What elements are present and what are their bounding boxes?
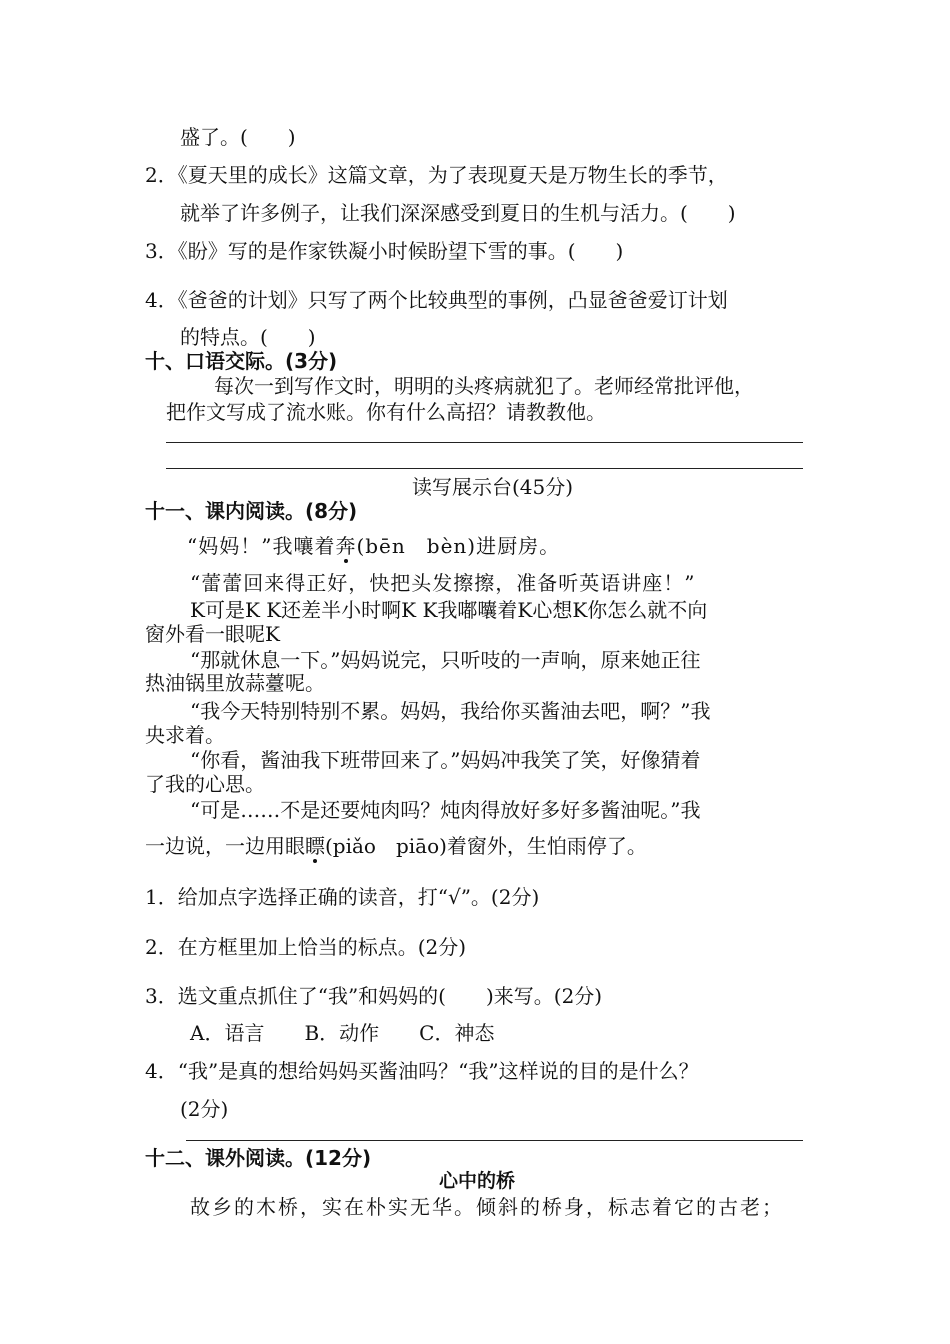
- passage-p5-line-2: 央求着。: [145, 723, 225, 747]
- passage-p7-line-2: 一边说，一边用眼瞟(piǎo piāo)着窗外，生怕雨停了。: [145, 834, 647, 858]
- passage-p3-line-2: 窗外看一眼呢K: [145, 622, 280, 646]
- item-4-line-2: 的特点。( ): [180, 325, 316, 349]
- answer-line-2[interactable]: [166, 468, 803, 469]
- item-2-line-1: 2．《夏天里的成长》这篇文章，为了表现夏天是万物生长的季节，: [145, 163, 728, 187]
- section-10-line-1: 每次一到写作文时，明明的头疼病就犯了。老师经常批评他，: [214, 374, 754, 398]
- passage-p6-line-2: 了我的心思。: [145, 772, 265, 796]
- section-10-line-2: 把作文写成了流水账。你有什么高招？请教教他。: [166, 400, 606, 424]
- passage-p4-line-2: 热油锅里放蒜薹呢。: [145, 671, 325, 695]
- passage-p1: “妈妈！”我嚷着奔(bēn bèn)进厨房。: [187, 534, 561, 558]
- section-11-title: 十一、课内阅读。(8分): [145, 499, 358, 523]
- item-1-tail: 盛了。( ): [180, 125, 296, 149]
- item-3: 3．《盼》写的是作家铁凝小时候盼望下雪的事。( ): [145, 239, 624, 263]
- question-4-line-2: (2分): [180, 1097, 229, 1121]
- article-p1: 故乡的木桥，实在朴实无华。倾斜的桥身，标志着它的古老；: [190, 1195, 784, 1219]
- passage-p6-line-1: “你看，酱油我下班带回来了。”妈妈冲我笑了笑，好像猜着: [190, 748, 701, 772]
- answer-line-1[interactable]: [166, 442, 803, 443]
- question-3-options: A．语言 B．动作 C．神态: [190, 1021, 495, 1045]
- dotted-char: 奔: [335, 534, 357, 558]
- question-4-line-1: 4．“我”是真的想给妈妈买酱油吗？“我”这样说的目的是什么？: [145, 1059, 699, 1083]
- passage-p4-line-1: “那就休息一下。”妈妈说完，只听吱的一声响，原来她正往: [190, 648, 701, 672]
- section-12-title: 十二、课外阅读。(12分): [145, 1146, 372, 1170]
- passage-p2: “蕾蕾回来得正好，快把头发擦擦，准备听英语讲座！”: [190, 571, 696, 595]
- answer-line-q4[interactable]: [186, 1140, 803, 1141]
- dotted-char: 瞟: [305, 834, 325, 858]
- passage-p5-line-1: “我今天特别特别不累。妈妈，我给你买酱油去吧，啊？”我: [190, 699, 711, 723]
- article-title: 心中的桥: [439, 1170, 516, 1192]
- part-title: 读写展示台(45分): [412, 475, 574, 499]
- passage-p7-line-1: “可是……不是还要炖肉吗？炖肉得放好多好多酱油呢。”我: [190, 798, 701, 822]
- item-4-line-1: 4．《爸爸的计划》只写了两个比较典型的事例，凸显爸爸爱订计划: [145, 288, 728, 312]
- question-3: 3．选文重点抓住了“我”和妈妈的( )来写。(2分): [145, 984, 603, 1008]
- question-1: 1．给加点字选择正确的读音，打“√”。(2分): [145, 885, 540, 909]
- passage-p3-line-1: K可是K K还差半小时啊K K我嘟囔着K心想K你怎么就不向: [190, 598, 708, 622]
- question-2: 2．在方框里加上恰当的标点。(2分): [145, 935, 467, 959]
- item-2-line-2: 就举了许多例子，让我们深深感受到夏日的生机与活力。( ): [180, 201, 736, 225]
- section-10-title: 十、口语交际。(3分): [145, 349, 338, 373]
